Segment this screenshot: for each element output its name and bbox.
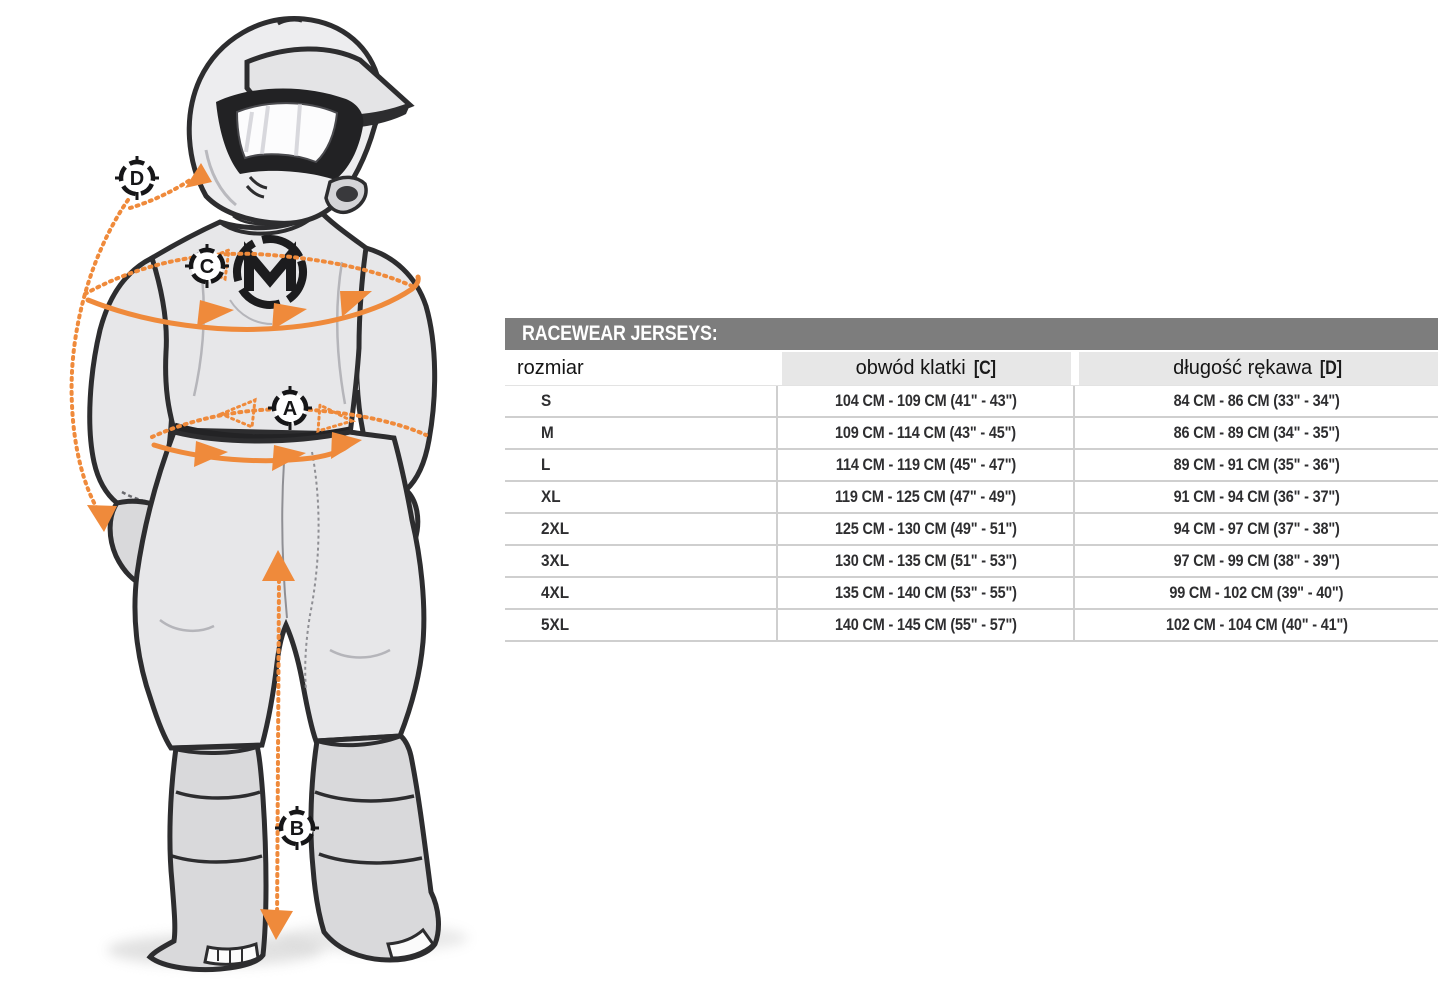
header-sleeve-tag: [D]: [1320, 357, 1342, 379]
table-row: [505, 578, 1438, 610]
size-cell: 2XL: [541, 519, 570, 538]
chest-cell: 109 CM - 114 CM (43" - 45"): [835, 423, 1016, 442]
size-cell: M: [541, 423, 554, 442]
sleeve-cell: 99 CM - 102 CM (39" - 40"): [1169, 583, 1344, 602]
header-chest-label: obwód klatki: [855, 357, 966, 379]
chest-cell: 119 CM - 125 CM (47" - 49"): [835, 487, 1016, 506]
chest-cell: 135 CM - 140 CM (53" - 55"): [834, 583, 1017, 602]
sleeve-cell: 86 CM - 89 CM (34" - 35"): [1173, 423, 1340, 442]
sleeve-cell: 84 CM - 86 CM (33" - 34"): [1173, 391, 1340, 410]
badge-a-letter: A: [282, 398, 298, 420]
table-row: [505, 482, 1438, 514]
sleeve-cell: 94 CM - 97 CM (37" - 38"): [1173, 519, 1340, 538]
size-cell: 5XL: [541, 615, 570, 634]
chest-cell: 125 CM - 130 CM (49" - 51"): [834, 519, 1017, 538]
badge-c-letter: C: [199, 256, 215, 278]
header-sleeve: [1079, 352, 1438, 385]
header-size: [505, 352, 776, 385]
header-size-label: rozmiar: [517, 357, 584, 379]
size-cell: 3XL: [541, 551, 570, 570]
goggle-lens: [237, 103, 337, 162]
size-cell: L: [541, 455, 551, 474]
table-body: [505, 385, 1438, 642]
size-cell: S: [541, 391, 552, 410]
badge-d-letter: D: [129, 168, 145, 190]
right-boot: [311, 736, 439, 960]
table-title: RACEWEAR JERSEYS:: [522, 322, 718, 345]
table-row: [505, 610, 1438, 642]
badge-d: [115, 156, 159, 200]
table-title-bar: [505, 318, 1438, 350]
sleeve-cell: 91 CM - 94 CM (36" - 37"): [1173, 487, 1340, 506]
header-chest: [782, 352, 1071, 385]
table-row: [505, 450, 1438, 482]
rider-measurement-diagram: [0, 0, 500, 1003]
header-chest-tag: [C]: [973, 357, 996, 379]
size-cell: XL: [541, 487, 561, 506]
helmet: [189, 19, 410, 224]
table-row: [505, 546, 1438, 578]
chest-cell: 140 CM - 145 CM (55" - 57"): [834, 615, 1017, 634]
table-header-row: [505, 352, 1438, 385]
table-row: [505, 514, 1438, 546]
badge-b-letter: B: [289, 818, 305, 840]
sleeve-cell: 97 CM - 99 CM (38" - 39"): [1173, 551, 1340, 570]
table-row: [505, 386, 1438, 418]
sleeve-cell: 89 CM - 91 CM (35" - 36"): [1173, 455, 1340, 474]
chest-cell: 114 CM - 119 CM (45" - 47"): [835, 455, 1016, 474]
table-row: [505, 418, 1438, 450]
sleeve-cell: 102 CM - 104 CM (40" - 41"): [1165, 615, 1348, 634]
size-cell: 4XL: [541, 583, 570, 602]
size-table: [505, 318, 1438, 642]
chest-cell: 104 CM - 109 CM (41" - 43"): [834, 391, 1017, 410]
chest-cell: 130 CM - 135 CM (51" - 53"): [834, 551, 1017, 570]
header-sleeve-label: długość rękawa: [1173, 357, 1313, 379]
